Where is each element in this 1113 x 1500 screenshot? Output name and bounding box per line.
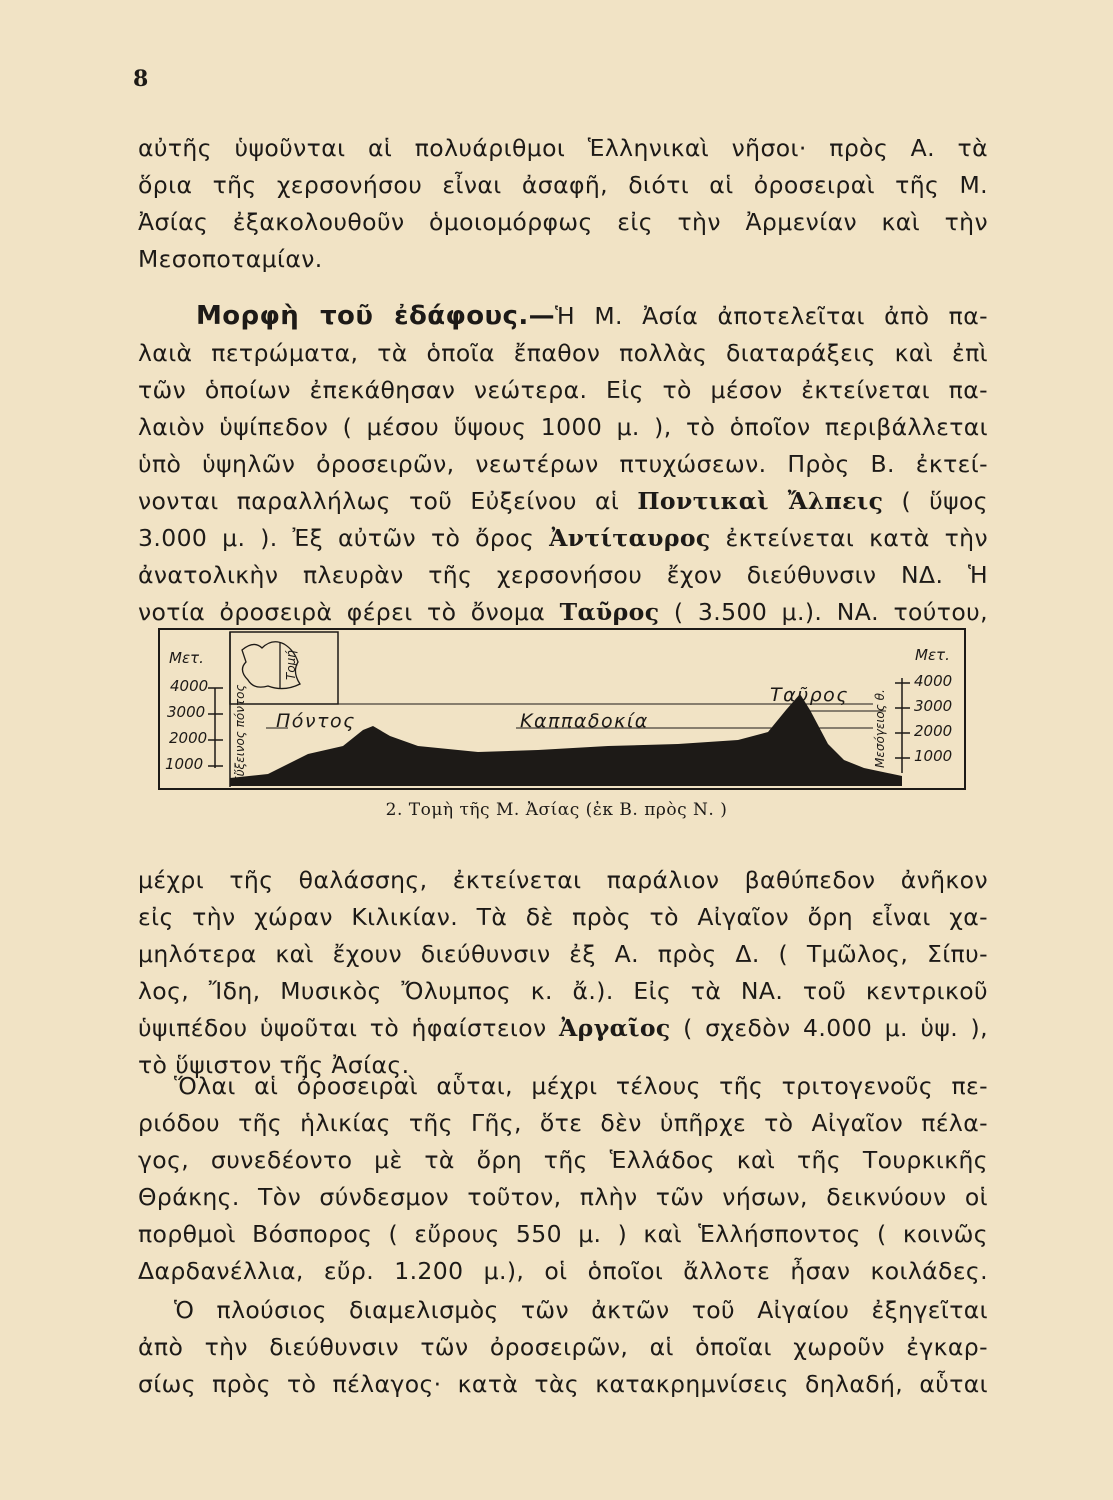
page-number: 8	[133, 66, 149, 92]
text-line: μηλότερα καὶ ἔχουν διεύθυνσιν ἐξ Α. πρὸς Δ. ( Τμῶλος, Σίπυ-	[138, 940, 988, 968]
text-line: τὸ ὕψιστον τῆς Ἀσίας.	[138, 1051, 410, 1079]
text-line: εἰς τὴν χώραν Κιλικίαν. Τὰ δὲ πρὸς τὸ Αἰγαῖον ὄρη εἶναι χα-	[138, 903, 988, 931]
paragraph-3	[138, 862, 988, 1084]
text-line: Ὁ πλούσιος διαμελισμὸς τῶν ἀκτῶν τοῦ Αἰγαίου ἐξηγεῖται	[174, 1296, 988, 1324]
text-line: νονται παραλλήλως τοῦ Εὐξείνου αἱ Ποντικαὶ Ἄλπεις ( ὕψος	[138, 487, 988, 515]
cross-section-drawing	[158, 628, 966, 790]
term-argaios: Ἀργαῖος	[559, 1014, 671, 1042]
right-tick-label: 1000	[914, 747, 953, 765]
text-line: νοτία ὀροσειρὰ φέρει τὸ ὄνομα Ταῦρος ( 3.500 μ.). ΝΑ. τούτου,	[138, 598, 988, 626]
right-tick-label: 3000	[914, 697, 953, 715]
paragraph-2	[138, 298, 988, 631]
paragraph-5	[138, 1292, 988, 1403]
text-line: ριόδου τῆς ἡλικίας τῆς Γῆς, ὅτε δὲν ὑπῆρχε τὸ Αἰγαῖον πέλα-	[138, 1109, 988, 1137]
euxeinos-label: Εὔξεινος πόντος	[233, 684, 247, 784]
text-line: ἀνατολικὴν πλευρὰν τῆς χερσονήσου ἔχον διεύθυνσιν ΝΔ. Ἡ	[138, 561, 988, 589]
term-pontic-alps: Ποντικαὶ Ἄλπεις	[637, 487, 884, 515]
left-tick-label: 1000	[165, 755, 204, 773]
text-line: πορθμοὶ Βόσπορος ( εὔρους 550 μ. ) καὶ Ἑλλήσποντος ( κοινῶς	[138, 1220, 988, 1248]
text-line: γος, συνεδέοντο μὲ τὰ ὄρη τῆς Ἑλλάδος καὶ τῆς Τουρκικῆς	[138, 1146, 988, 1174]
text-line: Δαρδανέλλια, εὔρ. 1.200 μ.), οἱ ὁποῖοι ἄλλοτε ἦσαν κοιλάδες.	[138, 1257, 988, 1285]
left-tick-label: 2000	[169, 729, 208, 747]
tauros-label: Ταῦρος	[770, 684, 849, 706]
left-tick-label: 3000	[167, 703, 206, 721]
left-unit-label: Μετ.	[169, 649, 204, 667]
figure-caption: 2. Τομὴ τῆς Μ. Ἀσίας (ἐκ Β. πρὸς Ν. )	[385, 800, 728, 820]
text-line: ὅρια τῆς χερσονήσου εἶναι ἀσαφῆ, διότι αἱ ὀροσειραὶ τῆς Μ.	[138, 171, 988, 199]
paragraph-4	[138, 1068, 988, 1290]
mesogeios-label: Μεσόγειος θ.	[873, 689, 887, 768]
text-line: Μεσοποταμίαν.	[138, 245, 323, 273]
inset-label: Τομή	[284, 650, 298, 680]
text-line: λος, Ἴδη, Μυσικὸς Ὄλυμπος κ. ἄ.). Εἰς τὰ ΝΑ. τοῦ κεντρικοῦ	[138, 977, 988, 1005]
left-tick-label: 4000	[170, 677, 209, 695]
text-line: αὐτῆς ὑψοῦνται αἱ πολυάριθμοι Ἑλληνικαὶ νῆσοι· πρὸς Α. τὰ	[138, 134, 988, 162]
term-antitaurus: Ἀντίταυρος	[549, 524, 711, 552]
text-line: σίως πρὸς τὸ πέλαγος· κατὰ τὰς κατακρημνίσεις δηλαδή, αὗται	[138, 1370, 988, 1398]
text-line: λαιὸν ὑψίπεδον ( μέσου ὕψους 1000 μ. ), τὸ ὁποῖον περιβάλλεται	[138, 413, 988, 441]
text-line: τῶν ὁποίων ἐπεκάθησαν νεώτερα. Εἰς τὸ μέσον ἐκτείνεται πα-	[138, 376, 988, 404]
cross-section-figure	[158, 628, 966, 790]
text-line: λαιὰ πετρώματα, τὰ ὁποῖα ἔπαθον πολλὰς διαταράξεις καὶ ἐπὶ	[138, 339, 988, 367]
terrain-profile	[230, 694, 902, 786]
kappadokia-label: Καππαδοκία	[520, 710, 649, 732]
text-line: ὑψιπέδου ὑψοῦται τὸ ἡφαίστειον Ἀργαῖος ( σχεδὸν 4.000 μ. ὑψ. ),	[138, 1014, 988, 1042]
text-line: Μορφὴ τοῦ ἐδάφους.—Ἡ Μ. Ἀσία ἀποτελεῖται ἀπὸ πα-	[196, 301, 988, 331]
text-line: Ὅλαι αἱ ὀροσειραὶ αὗται, μέχρι τέλους τῆς τριτογενοῦς πε-	[174, 1072, 988, 1100]
paragraph-1	[138, 130, 988, 278]
right-unit-label: Μετ.	[915, 646, 950, 664]
text-line: Θράκης. Τὸν σύνδεσμον τοῦτον, πλὴν τῶν νήσων, δεικνύουν οἱ	[138, 1183, 988, 1211]
right-tick-label: 2000	[914, 722, 953, 740]
text-line: ἀπὸ τὴν διεύθυνσιν τῶν ὀροσειρῶν, αἱ ὁποῖαι χωροῦν ἐγκαρ-	[138, 1333, 988, 1361]
text-line: μέχρι τῆς θαλάσσης, ἐκτείνεται παράλιον βαθύπεδον ἀνῆκον	[138, 866, 988, 894]
text-line: Ἀσίας ἐξακολουθοῦν ὁμοιομόρφως εἰς τὴν Ἀρμενίαν καὶ τὴν	[138, 208, 988, 236]
pontos-label: Πόντος	[276, 710, 356, 732]
term-taurus: Ταῦρος	[559, 598, 660, 626]
text-line: 3.000 μ. ). Ἐξ αὐτῶν τὸ ὄρος Ἀντίταυρος ἐκτείνεται κατὰ τὴν	[138, 524, 988, 552]
text-line: ὑπὸ ὑψηλῶν ὀροσειρῶν, νεωτέρων πτυχώσεων. Πρὸς Β. ἐκτεί-	[138, 450, 988, 478]
section-heading: Μορφὴ τοῦ ἐδάφους.—	[196, 301, 555, 331]
right-tick-label: 4000	[914, 672, 953, 690]
